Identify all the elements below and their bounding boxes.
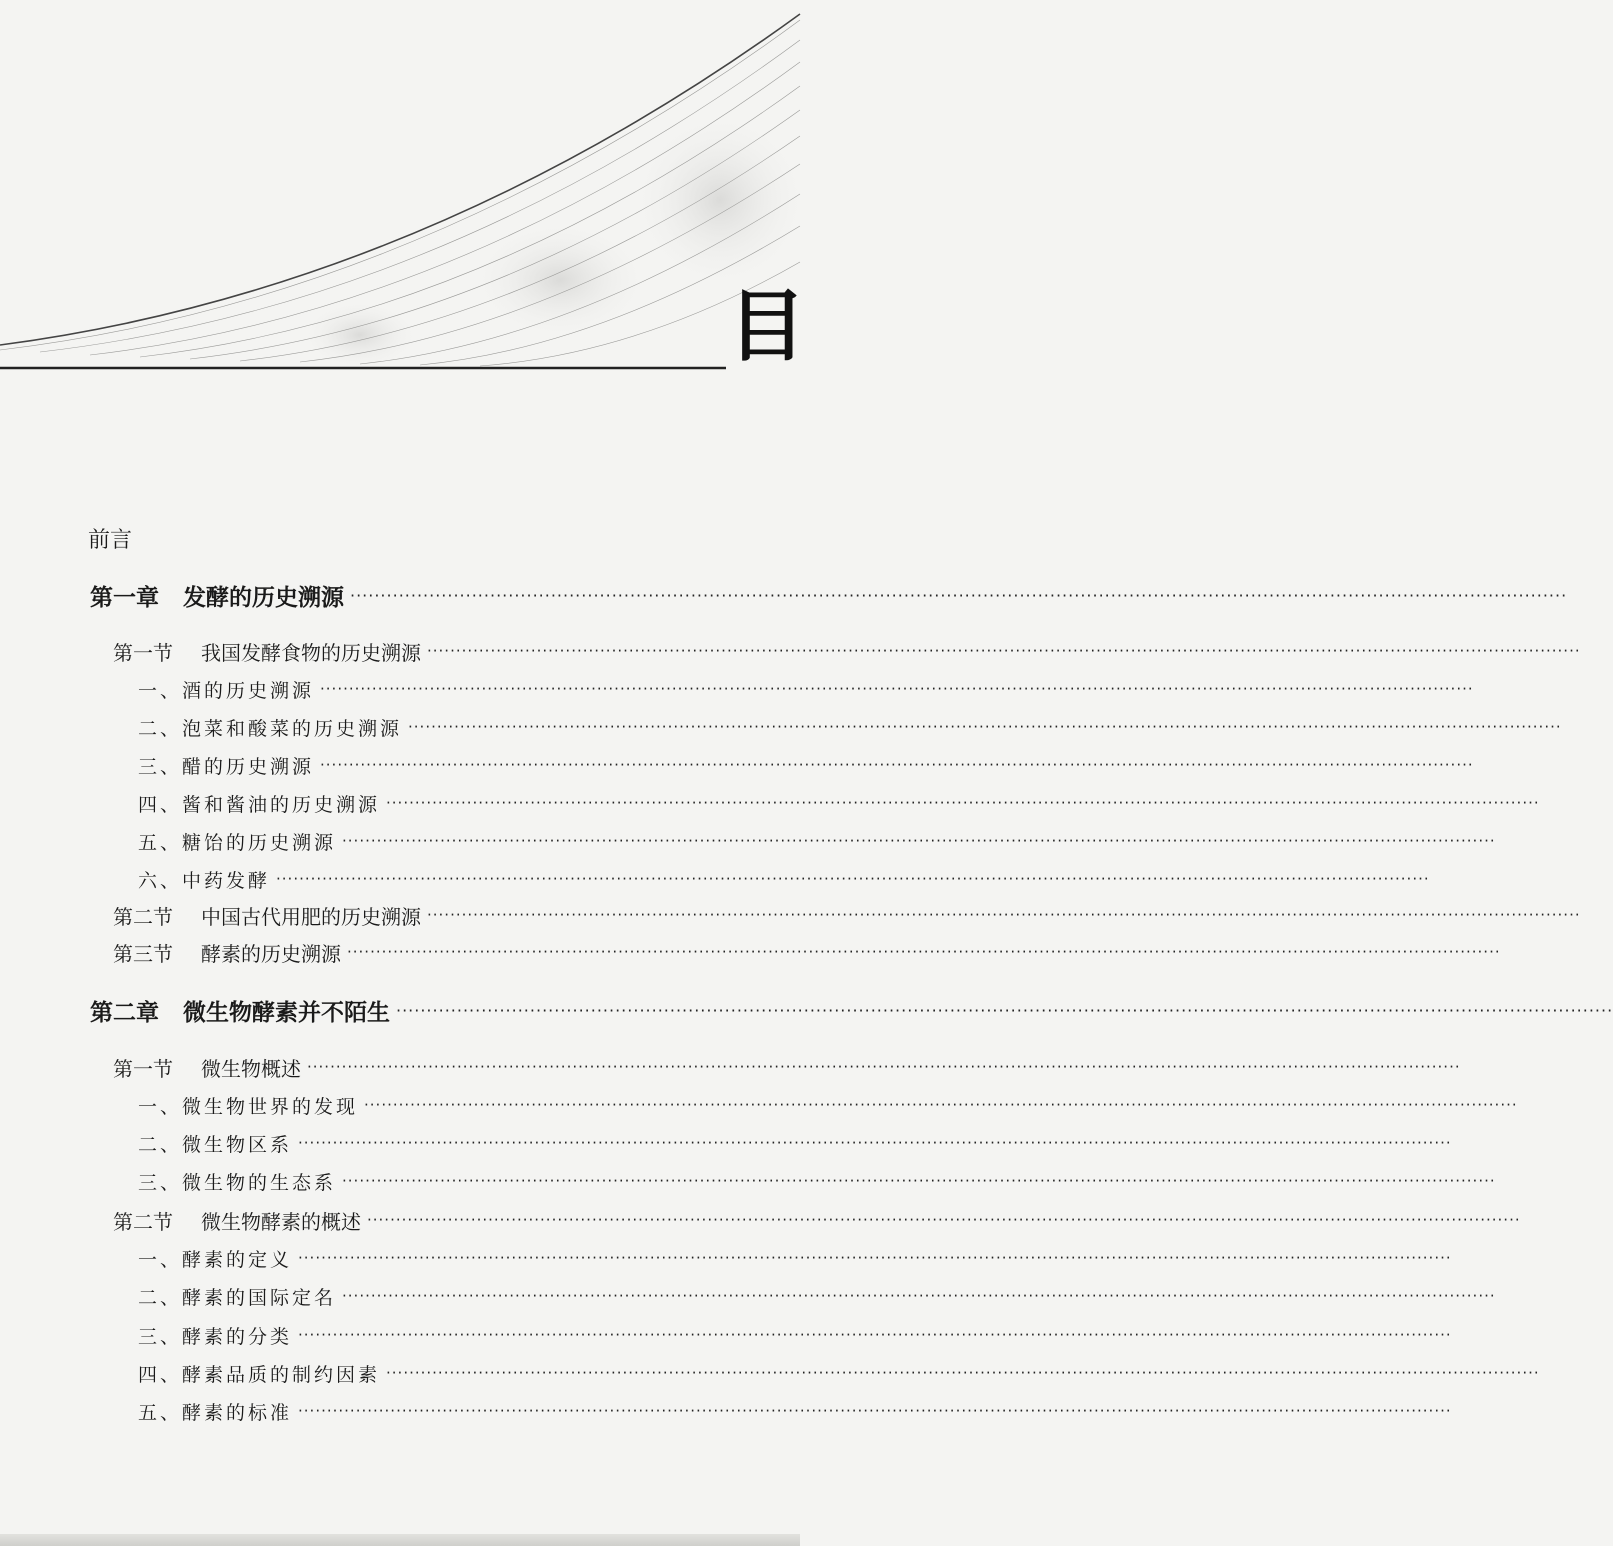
section-title: 微生物酵素的概述 bbox=[201, 1209, 361, 1234]
toc-item[interactable] bbox=[0, 824, 1496, 858]
item-title: 一、酒的历史溯源 bbox=[138, 679, 315, 702]
toc-item[interactable] bbox=[0, 1394, 1452, 1428]
dot-leader: ········································································································································································································ bbox=[427, 906, 1581, 924]
dot-leader: ········································································································································································································ bbox=[276, 870, 1430, 888]
section-label bbox=[113, 1053, 301, 1082]
dot-leader: ········································································································································································································ bbox=[350, 585, 1568, 605]
item-label bbox=[138, 790, 380, 817]
item-label bbox=[138, 1283, 336, 1310]
toc-item[interactable] bbox=[0, 748, 1474, 782]
item-label bbox=[138, 1130, 292, 1157]
dot-leader: ········································································································································································································ bbox=[298, 1249, 1452, 1267]
dot-leader: ········································································································································································································ bbox=[364, 1096, 1518, 1114]
dot-leader: ········································································································································································································ bbox=[342, 832, 1496, 850]
toc-section[interactable] bbox=[0, 634, 1581, 668]
section-title: 我国发酵食物的历史溯源 bbox=[201, 640, 421, 665]
item-title: 三、醋的历史溯源 bbox=[138, 755, 315, 778]
dot-leader: ········································································································································································································ bbox=[347, 943, 1501, 961]
page-edge bbox=[0, 1534, 800, 1546]
section-title: 微生物概述 bbox=[201, 1056, 301, 1081]
item-title: 四、酵素品质的制约因素 bbox=[138, 1363, 381, 1386]
toc-item[interactable] bbox=[0, 862, 1430, 896]
item-title: 五、酵素的标准 bbox=[138, 1401, 293, 1424]
section-label bbox=[113, 637, 421, 666]
item-label bbox=[138, 1398, 292, 1425]
item-title: 三、微生物的生态系 bbox=[138, 1171, 337, 1194]
section-number: 第三节 bbox=[113, 941, 173, 966]
item-title: 四、酱和酱油的历史溯源 bbox=[138, 793, 381, 816]
dot-leader: ········································································································································································································ bbox=[307, 1058, 1461, 1076]
dot-leader: ········································································································································································································ bbox=[408, 718, 1562, 736]
dot-leader: ········································································································································································································ bbox=[320, 756, 1474, 774]
section-label bbox=[113, 901, 421, 930]
section-label bbox=[113, 1206, 361, 1235]
toc-item[interactable] bbox=[0, 710, 1562, 744]
item-label bbox=[138, 1322, 292, 1349]
toc-item[interactable] bbox=[0, 1241, 1452, 1275]
dot-leader: ········································································································································································································ bbox=[298, 1134, 1452, 1152]
item-title: 二、微生物区系 bbox=[138, 1133, 293, 1156]
dot-leader: ········································································································································································································ bbox=[386, 794, 1540, 812]
dot-leader: ········································································································································································································ bbox=[320, 680, 1474, 698]
chapter-number: 第二章 bbox=[90, 999, 159, 1026]
dot-leader: ········································································································································································································ bbox=[298, 1326, 1452, 1344]
toc-heading-char: 目 bbox=[728, 281, 807, 372]
item-title: 二、泡菜和酸菜的历史溯源 bbox=[138, 717, 403, 740]
item-label bbox=[138, 752, 314, 779]
item-label bbox=[138, 1168, 336, 1195]
dot-leader: ········································································································································································································ bbox=[367, 1211, 1521, 1229]
toc-item[interactable] bbox=[0, 1318, 1452, 1352]
toc-preface[interactable] bbox=[0, 521, 800, 555]
toc-section[interactable] bbox=[0, 1050, 1461, 1084]
preface-label: 前言 bbox=[88, 527, 133, 553]
toc-section[interactable] bbox=[0, 935, 1501, 969]
toc-item[interactable] bbox=[0, 1279, 1496, 1313]
toc-item[interactable] bbox=[0, 672, 1474, 706]
item-label bbox=[138, 676, 314, 703]
item-label bbox=[138, 1360, 380, 1387]
toc-item[interactable] bbox=[0, 786, 1540, 820]
item-label bbox=[138, 1245, 292, 1272]
item-label bbox=[138, 866, 270, 893]
item-title: 六、中药发酵 bbox=[138, 869, 271, 892]
item-title: 二、酵素的国际定名 bbox=[138, 1286, 337, 1309]
chapter-title: 微生物酵素并不陌生 bbox=[183, 999, 390, 1026]
dot-leader: ········································································································································································································ bbox=[396, 1000, 1613, 1020]
toc-item[interactable] bbox=[0, 1164, 1496, 1198]
item-title: 一、微生物世界的发现 bbox=[138, 1095, 359, 1118]
item-label bbox=[138, 714, 402, 741]
toc-section[interactable] bbox=[0, 1203, 1521, 1237]
toc-item[interactable] bbox=[0, 1126, 1452, 1160]
dot-leader: ········································································································································································································ bbox=[342, 1172, 1496, 1190]
section-number: 第一节 bbox=[113, 1056, 173, 1081]
section-number: 第一节 bbox=[113, 640, 173, 665]
chapter-label bbox=[90, 994, 390, 1027]
toc-item[interactable] bbox=[0, 1088, 1518, 1122]
item-title: 一、酵素的定义 bbox=[138, 1248, 293, 1271]
item-title: 五、糖饴的历史溯源 bbox=[138, 831, 337, 854]
dot-leader: ········································································································································································································ bbox=[427, 642, 1581, 660]
chapter-label bbox=[90, 579, 344, 612]
toc-item[interactable] bbox=[0, 1356, 1540, 1390]
section-title: 酵素的历史溯源 bbox=[201, 941, 341, 966]
item-title: 三、酵素的分类 bbox=[138, 1325, 293, 1348]
dot-leader: ········································································································································································································ bbox=[386, 1364, 1540, 1382]
section-number: 第二节 bbox=[113, 1209, 173, 1234]
section-label bbox=[113, 938, 341, 967]
item-label bbox=[138, 828, 336, 855]
dot-leader: ········································································································································································································ bbox=[342, 1287, 1496, 1305]
section-number: 第二节 bbox=[113, 904, 173, 929]
toc-chapter[interactable] bbox=[0, 993, 1613, 1027]
chapter-number: 第一章 bbox=[90, 584, 159, 611]
section-title: 中国古代用肥的历史溯源 bbox=[201, 904, 421, 929]
toc-chapter[interactable] bbox=[0, 578, 1568, 612]
dot-leader: ········································································································································································································ bbox=[298, 1402, 1452, 1420]
toc-section[interactable] bbox=[0, 898, 1581, 932]
chapter-title: 发酵的历史溯源 bbox=[183, 584, 344, 611]
item-label bbox=[138, 1092, 358, 1119]
